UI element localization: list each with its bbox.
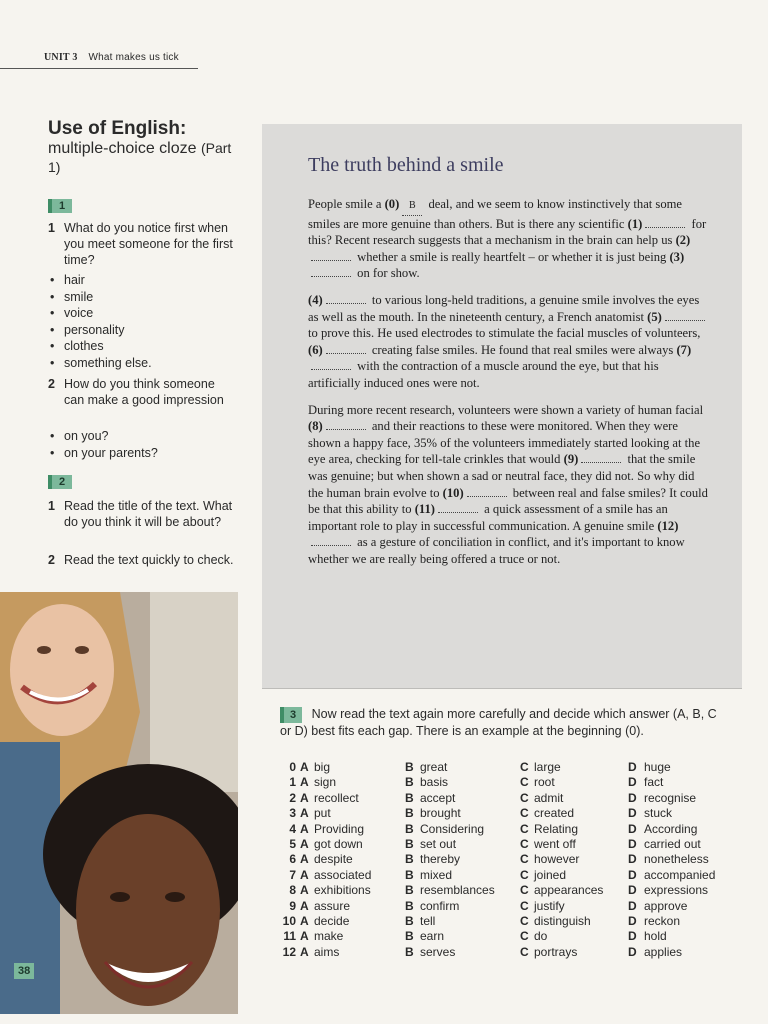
option-letter-c: C [520, 898, 529, 913]
question-number: 6 [289, 852, 296, 867]
option-a[interactable]: decide [314, 913, 350, 928]
option-letter-c: C [520, 929, 529, 944]
list-item: • personality [50, 322, 152, 339]
option-b[interactable]: brought [420, 806, 461, 821]
exercise-2-question-2 [48, 552, 238, 568]
option-letter-b: B [405, 898, 414, 913]
gap-example: B [402, 198, 422, 216]
option-d[interactable]: huge [644, 760, 671, 774]
option-a[interactable]: aims [314, 944, 340, 959]
option-letter-b: B [405, 760, 414, 774]
article-paragraph-2 [308, 292, 708, 392]
option-a[interactable]: exhibitions [314, 883, 371, 898]
question-text: What do you notice first when you meet someone for the first time? [64, 221, 233, 267]
option-letter-a: A [300, 913, 309, 928]
section-subtitle [48, 139, 243, 177]
option-letter-c: C [520, 867, 529, 882]
gap-number: (2) [675, 233, 691, 248]
option-letter-c: C [520, 790, 529, 805]
list-item: • on you? [50, 428, 158, 445]
section-title: Use of English: [48, 118, 187, 139]
text-run: During more recent research, volunteers were shown a variety of human facial [308, 402, 704, 417]
option-a[interactable]: Providing [314, 821, 365, 836]
list-item: • on your parents? [50, 445, 158, 462]
option-d[interactable]: fact [644, 775, 664, 790]
question-number: 3 [289, 806, 296, 821]
option-letter-c: C [520, 944, 529, 959]
gap-blank[interactable] [311, 361, 351, 370]
exercise-1-question-1-options [50, 272, 152, 371]
option-c[interactable]: however [534, 852, 580, 867]
option-letter-b: B [405, 852, 414, 867]
option-c[interactable]: joined [534, 867, 567, 882]
text-run: People smile a [308, 197, 382, 211]
option-b[interactable]: great [420, 760, 448, 774]
option-letter-d: D [628, 898, 637, 913]
option-letter-b: B [405, 929, 414, 944]
gap-number: (11) [414, 502, 435, 517]
option-b[interactable]: confirm [420, 898, 460, 913]
instruction-text: Now read the text again more carefully and decide which answer (A, B, C or D) best fits each gap. There is an example at the beginning (0). [280, 707, 717, 738]
option-d[interactable]: hold [644, 929, 667, 944]
article-box [262, 124, 742, 689]
option-b[interactable]: set out [420, 836, 457, 851]
option-d[interactable]: applies [644, 944, 683, 959]
section-subtitle-text: multiple-choice cloze [48, 140, 197, 157]
option-letter-c: C [520, 852, 529, 867]
article-paragraph-3 [308, 402, 708, 568]
exercise-2-question-1 [48, 498, 238, 530]
option-letter-a: A [300, 944, 309, 959]
option-d[interactable]: carried out [644, 836, 701, 851]
option-a[interactable]: recollect [314, 790, 359, 805]
option-b[interactable]: tell [420, 913, 436, 928]
gap-number: (4) [308, 292, 323, 307]
article-paragraph-1 [308, 196, 708, 282]
exercise-1-question-1 [48, 220, 238, 268]
question-number: 2 [289, 790, 296, 805]
text-run: to prove this. He used electrodes to stimulate the facial muscles of volunteers, [308, 326, 701, 341]
option-d[interactable]: stuck [644, 806, 673, 821]
gap-number: (12) [657, 518, 679, 533]
gap-number: (0) [384, 197, 400, 211]
question-number: 8 [289, 883, 296, 898]
section-heading [48, 118, 243, 177]
option-a[interactable]: big [314, 760, 331, 774]
option-a[interactable]: assure [314, 898, 351, 913]
option-d[interactable]: approve [644, 898, 688, 913]
option-letter-a: A [300, 867, 309, 882]
option-letter-d: D [628, 775, 637, 790]
option-c[interactable]: root [534, 775, 555, 790]
list-item: • something else. [50, 355, 152, 372]
option-letter-d: D [628, 929, 637, 944]
option-c[interactable]: justify [534, 898, 565, 913]
option-d[interactable]: nonetheless [644, 852, 709, 867]
exercise-3-badge: 3 [280, 707, 302, 723]
article-body [308, 196, 708, 577]
question-number: 2 [48, 377, 55, 391]
option-c[interactable]: Relating [534, 821, 579, 836]
option-letter-a: A [300, 883, 309, 898]
question-text: How do you think someone can make a good impression [64, 377, 224, 407]
option-d[interactable]: recognise [644, 790, 697, 805]
question-number: 10 [282, 913, 296, 928]
option-letter-b: B [405, 790, 414, 805]
exercise-1-badge: 1 [48, 199, 72, 213]
question-number: 11 [283, 929, 296, 944]
option-letter-d: D [628, 760, 637, 774]
option-d[interactable]: reckon [644, 913, 681, 928]
option-letter-a: A [300, 821, 309, 836]
gap-blank[interactable] [467, 488, 507, 497]
text-run: deal, and we seem to know instinctively that some smiles are more genuine than others. But is there any scientific [308, 197, 683, 231]
text-run: and their reactions to these were monitored. When they were shown a happy face, 35% of the volunteers immediately started looking at the eye area, checking for tell-tale crinkles that would [308, 419, 701, 467]
option-c[interactable]: portrays [534, 944, 578, 959]
option-letter-d: D [628, 821, 637, 836]
option-letter-a: A [300, 790, 309, 805]
text-run: as a gesture of conciliation in conflict, and it's important to know whether we are really being offered a truce or not. [308, 535, 685, 566]
question-number: 12 [282, 944, 296, 959]
option-letter-d: D [628, 806, 637, 821]
option-a[interactable]: make [314, 929, 344, 944]
gap-blank[interactable] [326, 345, 366, 354]
unit-title: What makes us tick [88, 52, 179, 63]
page-number: 38 [14, 963, 34, 979]
option-letter-a: A [300, 929, 309, 944]
question-number: 0 [289, 760, 296, 774]
gap-number: (8) [308, 419, 323, 434]
option-letter-d: D [628, 836, 637, 851]
option-c[interactable]: do [534, 929, 548, 944]
question-text: Read the text quickly to check. [64, 553, 234, 567]
option-letter-a: A [300, 898, 309, 913]
text-run: between real and false smiles? It could be that this ability to [308, 485, 708, 517]
option-d[interactable]: accompanied [644, 867, 716, 882]
gap-blank[interactable] [311, 537, 351, 546]
option-letter-b: B [405, 913, 414, 928]
option-letter-a: A [300, 836, 309, 851]
option-letter-c: C [520, 836, 529, 851]
unit-number: UNIT 3 [44, 52, 78, 63]
option-letter-b: B [405, 821, 414, 836]
option-letter-c: C [520, 821, 529, 836]
gap-blank[interactable] [311, 252, 351, 261]
option-c[interactable]: admit [534, 790, 564, 805]
exercise-1-question-2 [48, 376, 238, 408]
option-a[interactable]: sign [314, 775, 337, 790]
question-number: 2 [48, 553, 55, 567]
option-letter-b: B [405, 883, 414, 898]
gap-number: (1) [627, 216, 643, 231]
option-letter-b: B [405, 944, 414, 959]
question-number: 1 [289, 775, 296, 790]
gap-number: (6) [308, 342, 323, 357]
option-c[interactable]: appearances [534, 883, 604, 898]
gap-number: (9) [563, 452, 579, 467]
option-d[interactable]: expressions [644, 883, 709, 898]
option-letter-d: D [628, 852, 637, 867]
question-number: 5 [289, 836, 296, 851]
gap-number: (7) [676, 342, 692, 357]
option-b[interactable]: Considering [420, 821, 485, 836]
header-rule [0, 68, 198, 69]
gap-blank[interactable] [438, 504, 478, 513]
section-part: (Part 1) [48, 140, 232, 175]
option-letter-a: A [300, 806, 309, 821]
option-letter-b: B [405, 867, 414, 882]
gap-blank[interactable] [581, 454, 621, 463]
exercise-1-question-2-options [50, 428, 158, 461]
text-run: that the smile was genuine; but when shown a sad or neutral face, they did not. So why did the human brain evolve to [308, 452, 696, 500]
option-a[interactable]: associated [314, 867, 372, 882]
option-b[interactable]: accept [420, 790, 456, 805]
question-number: 1 [48, 221, 55, 235]
list-item: • smile [50, 289, 152, 306]
option-c[interactable]: went off [534, 836, 576, 851]
option-b[interactable]: earn [420, 929, 445, 944]
option-c[interactable]: large [534, 760, 561, 774]
option-a[interactable]: got down [314, 836, 363, 851]
gap-blank[interactable] [326, 421, 366, 430]
option-letter-c: C [520, 760, 529, 774]
option-a[interactable]: despite [314, 852, 353, 867]
option-b[interactable]: basis [420, 775, 449, 790]
list-item: • hair [50, 272, 152, 289]
gap-blank[interactable] [665, 312, 705, 321]
gap-blank[interactable] [645, 219, 685, 228]
question-number: 7 [289, 867, 296, 882]
option-letter-c: C [520, 913, 529, 928]
option-c[interactable]: created [534, 806, 575, 821]
text-run: with the contraction of a muscle around the eye, but that his artificially induced ones were not. [308, 359, 659, 390]
question-number: 9 [289, 898, 296, 913]
text-run: a quick assessment of a smile has an important role to play in successful communication. A genuine smile [308, 502, 668, 533]
gap-blank[interactable] [326, 295, 366, 304]
list-item: • voice [50, 305, 152, 322]
text-run: to various long-held traditions, a genuine smile involves the eyes as well as the mouth. In the nineteenth century, a French anatomist [308, 292, 700, 324]
question-number: 1 [48, 499, 55, 513]
option-letter-c: C [520, 883, 529, 898]
exercise-2-badge: 2 [48, 475, 72, 489]
exercise-3-instruction [280, 706, 720, 739]
text-run: on for show. [357, 266, 420, 281]
text-run: creating false smiles. He found that real smiles were always [371, 342, 674, 357]
option-d[interactable]: According [644, 821, 698, 836]
option-b[interactable]: thereby [420, 852, 461, 867]
option-letter-c: C [520, 775, 529, 790]
option-letter-a: A [300, 852, 309, 867]
question-number: 4 [289, 821, 296, 836]
option-letter-d: D [628, 913, 637, 928]
gap-number: (10) [442, 485, 464, 500]
text-run: whether a smile is really heartfelt – or whether it is just being [357, 249, 667, 264]
option-letter-d: D [628, 790, 637, 805]
option-letter-b: B [405, 775, 414, 790]
option-a[interactable]: put [314, 806, 331, 821]
option-letter-b: B [405, 836, 414, 851]
option-b[interactable]: mixed [420, 867, 453, 882]
photo-illustration [0, 592, 238, 1014]
option-letter-b: B [405, 806, 414, 821]
option-letter-d: D [628, 867, 637, 882]
option-letter-a: A [300, 775, 309, 790]
smiling-faces-photo [0, 592, 238, 1014]
gap-number: (5) [647, 309, 662, 324]
unit-header [44, 52, 179, 63]
option-letter-a: A [300, 760, 309, 774]
option-letter-c: C [520, 806, 529, 821]
option-b[interactable]: resemblances [420, 883, 495, 898]
question-text: Read the title of the text. What do you think it will be about? [64, 499, 233, 529]
article-title: The truth behind a smile [308, 154, 504, 176]
gap-blank[interactable] [311, 268, 351, 277]
option-letter-d: D [628, 883, 637, 898]
option-b[interactable]: serves [420, 944, 456, 959]
text-run: for this? Recent research suggests that a mechanism in the brain can help us [308, 216, 707, 248]
list-item: • clothes [50, 338, 152, 355]
gap-number: (3) [669, 249, 685, 264]
option-letter-d: D [628, 944, 637, 959]
option-c[interactable]: distinguish [534, 913, 591, 928]
